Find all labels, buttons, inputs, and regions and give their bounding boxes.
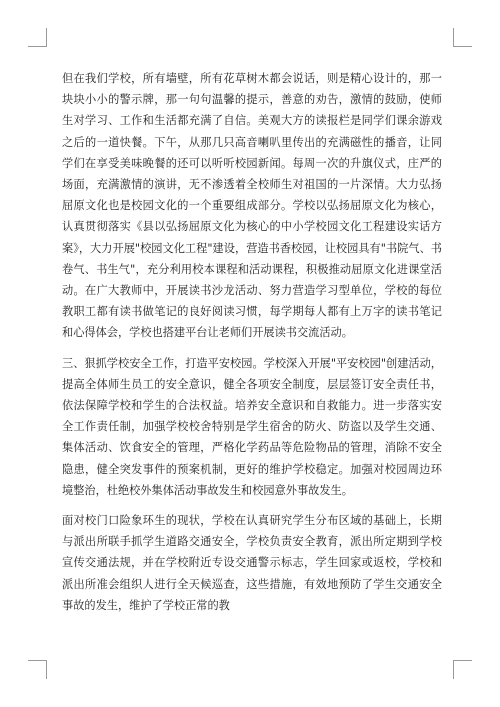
document-body [62,68,442,616]
crop-mark-top-left [28,28,47,47]
crop-mark-top-right [453,28,472,47]
crop-mark-bottom-right [453,660,472,679]
crop-mark-bottom-left [28,660,47,679]
paragraph-campus-safety: 三、狠抓学校安全工作，打造平安校园。学校深入开展"平安校园"创建活动，提高全体师生员工的安全意识，健全各项安全制度，层层签订安全责任书，依法保障学校和学生的合法权益。培养安全意识和自救能力。进一步落实安全工作责任制，加强学校校舍特别是学生宿舍的防火、防盗以及学生交通、集体活动、饮食安全的管理，严格化学药品等危险物品的管理，消除不安全隐患，健全突发事件的预案机制，更好的维护学校稳定。加强对校园周边环境整治，杜绝校外集体活动事故发生和校园意外事故发生。 [62,356,442,497]
paragraph-campus-culture: 但在我们学校，所有墙壁，所有花草树木都会说话，则是精心设计的，那一块块小小的警示牌，那一句句温馨的提示，善意的劝告，激情的鼓励，使师生对学习、工作和生活都充满了自信。美观大方的读报栏是同学们课余游戏之后的一道快餐。下午，从那几只高音喇叭里传出的充满磁性的播音，让同学们在享受美味晚餐的还可以听听校园新闻。每周一次的升旗仪式，庄严的场面，充满激情的演讲，无不渗透着全校师生对祖国的一片深情。大力弘扬屈原文化也是校园文化的一个重要组成部分。学校以弘扬屈原文化为核心，认真贯彻落实《县以弘扬屈原文化为核心的中小学校园文化工程建设实话方案》，大力开展"校园文化工程"建设，营造书香校园，让校园具有"书院气、书卷气、书生气"，充分利用校本课程和活动课程，积极推动屈原文化进课堂活动。在广大教师中，开展读书沙龙活动、努力营造学习型单位，学校的每位教职工都有读书做笔记的良好阅读习惯，每学期每人都有上万字的读书笔记和心得体会，学校也搭建平台让老师们开展读书交流活动。 [62,72,442,340]
paragraph-traffic-safety: 面对校门口险象环生的现状，学校在认真研究学生分布区域的基础上，长期与派出所联手抓学生道路交通安全，学校负责安全教育，派出所定期到学校宣传交通法规，并在学校附近专设交通警示标志，学生回家或返校，学校和派出所准会组织人进行全天候巡查，这些措施，有效地预防了学生交通安全事故的发生，维护了学校正常的教 [62,514,442,612]
